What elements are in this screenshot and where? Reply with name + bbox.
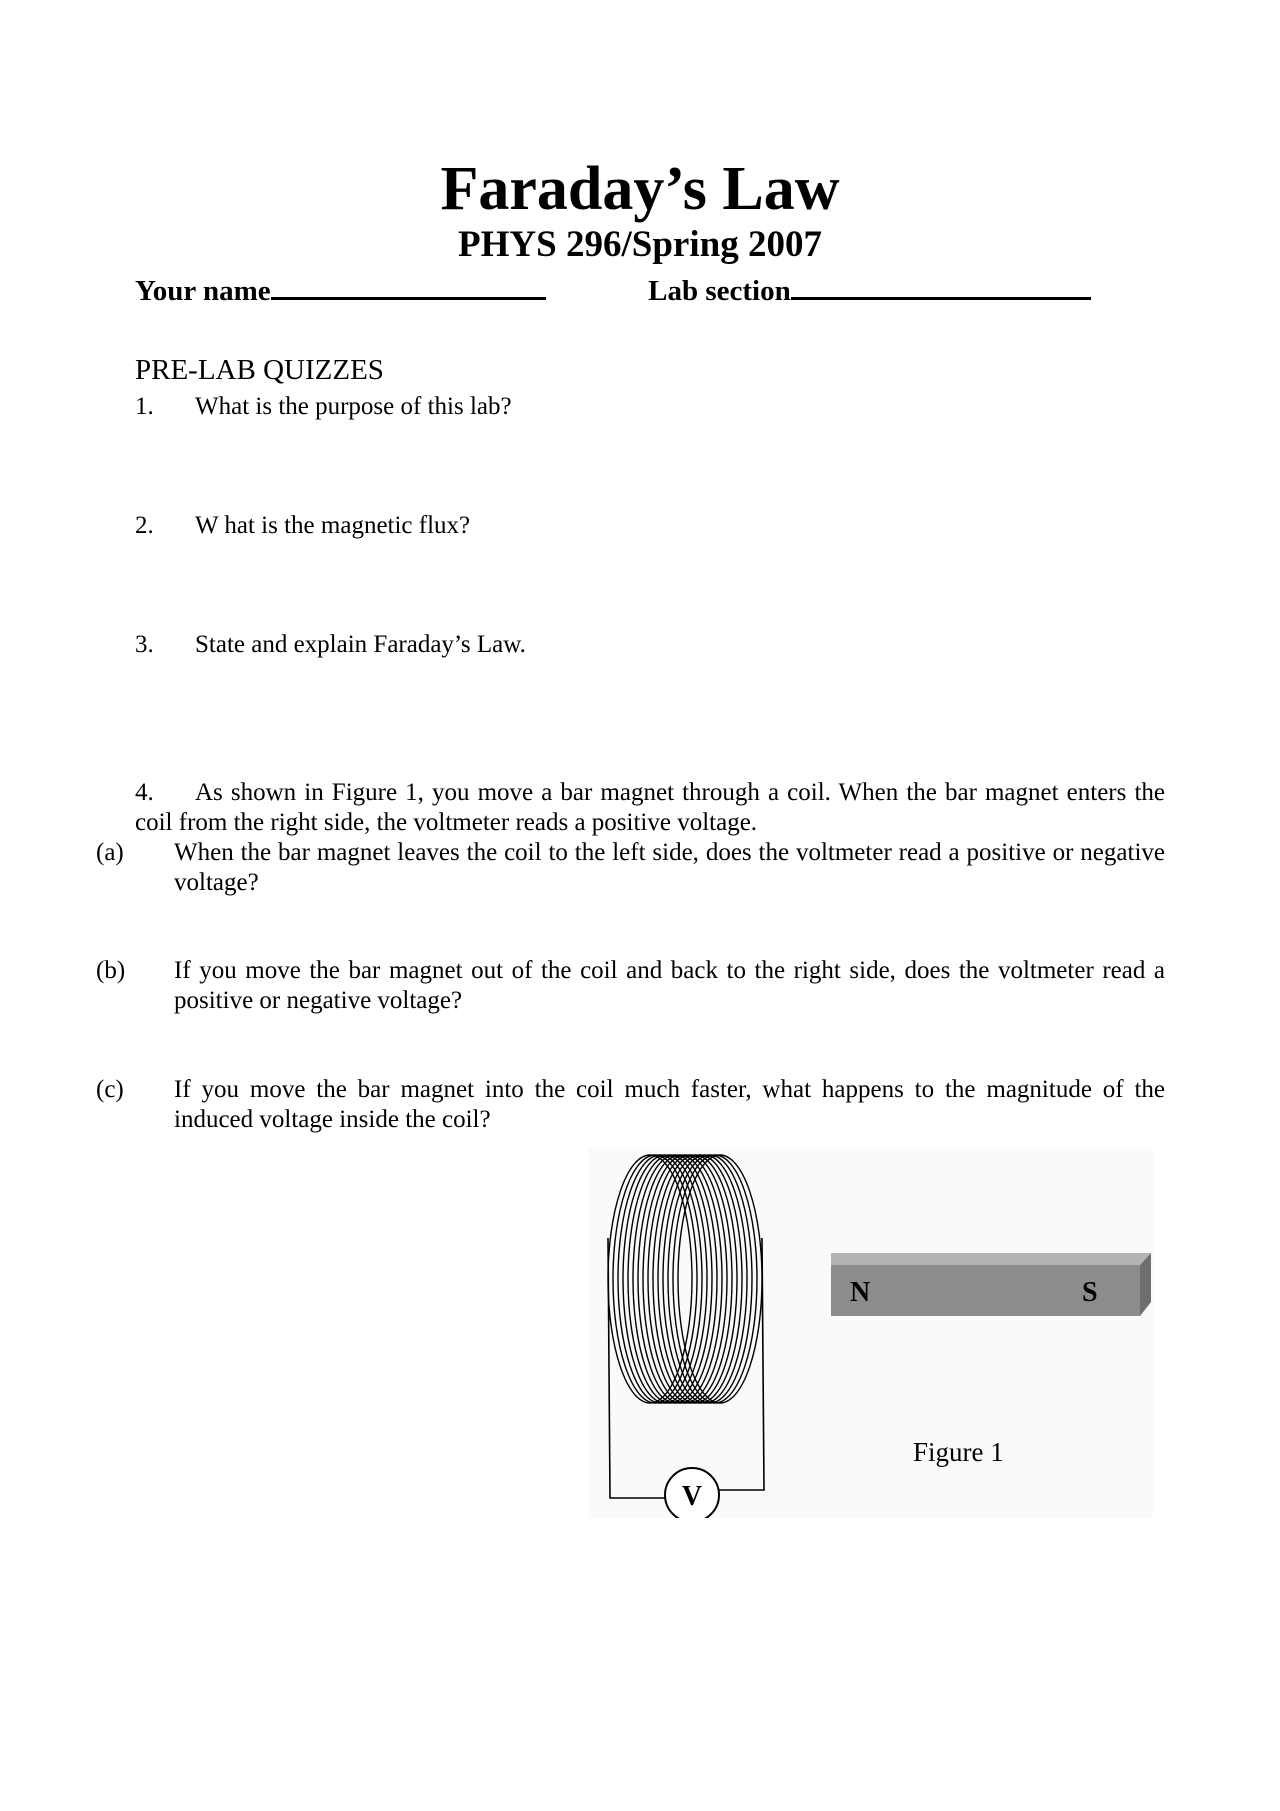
voltmeter: [665, 1468, 719, 1518]
section-label: Lab section: [648, 275, 791, 307]
question-1: [135, 392, 512, 422]
part-label: (b): [96, 957, 126, 984]
question-4c: [96, 1075, 1165, 1135]
part-label: (c): [96, 1076, 124, 1103]
question-4a: [96, 838, 1165, 898]
question-text: W hat is the magnetic flux?: [195, 512, 471, 539]
part-text: When the bar magnet leaves the coil to the left side, does the voltmeter read a positive or negative voltage?: [174, 839, 1165, 896]
question-4: [135, 778, 1165, 838]
question-number: 1.: [135, 393, 154, 420]
student-info-fields: [135, 271, 1091, 306]
part-label: (a): [96, 839, 124, 866]
section-heading: PRE-LAB QUIZZES: [135, 354, 384, 386]
page-title: Faraday’s Law: [440, 155, 840, 223]
name-label: Your name: [135, 275, 271, 307]
question-number: 3.: [135, 631, 154, 658]
part-text: If you move the bar magnet out of the coil and back to the right side, does the voltmeter read a positive or negative voltage?: [174, 957, 1165, 1014]
question-2: [135, 511, 470, 541]
name-blank[interactable]: [271, 271, 546, 300]
coil-magnet-diagram: [588, 1148, 1153, 1518]
question-4b: [96, 956, 1165, 1016]
part-text: If you move the bar magnet into the coil much faster, what happens to the magnitude of the induced voltage inside the coil?: [174, 1076, 1165, 1133]
question-text: As shown in Figure 1, you move a bar magnet through a coil. When the bar magnet enters the coil from the right side, the voltmeter reads a positive voltage.: [135, 779, 1165, 836]
question-text: State and explain Faraday’s Law.: [195, 631, 526, 658]
magnet-north-label: N: [850, 1277, 871, 1308]
bar-magnet: [831, 1253, 1151, 1316]
question-number: 4.: [135, 779, 154, 806]
magnet-top-face: [831, 1253, 1151, 1265]
question-number: 2.: [135, 512, 154, 539]
figure-caption: Figure 1: [913, 1437, 1004, 1467]
question-text: What is the purpose of this lab?: [195, 393, 512, 420]
magnet-south-label: S: [1082, 1277, 1098, 1308]
question-3: [135, 630, 526, 660]
course-subtitle: PHYS 296/Spring 2007: [458, 224, 822, 265]
section-blank[interactable]: [791, 271, 1091, 300]
voltmeter-label: V: [681, 1481, 703, 1512]
figure-1: [588, 1148, 1153, 1518]
coil: [608, 1155, 762, 1403]
